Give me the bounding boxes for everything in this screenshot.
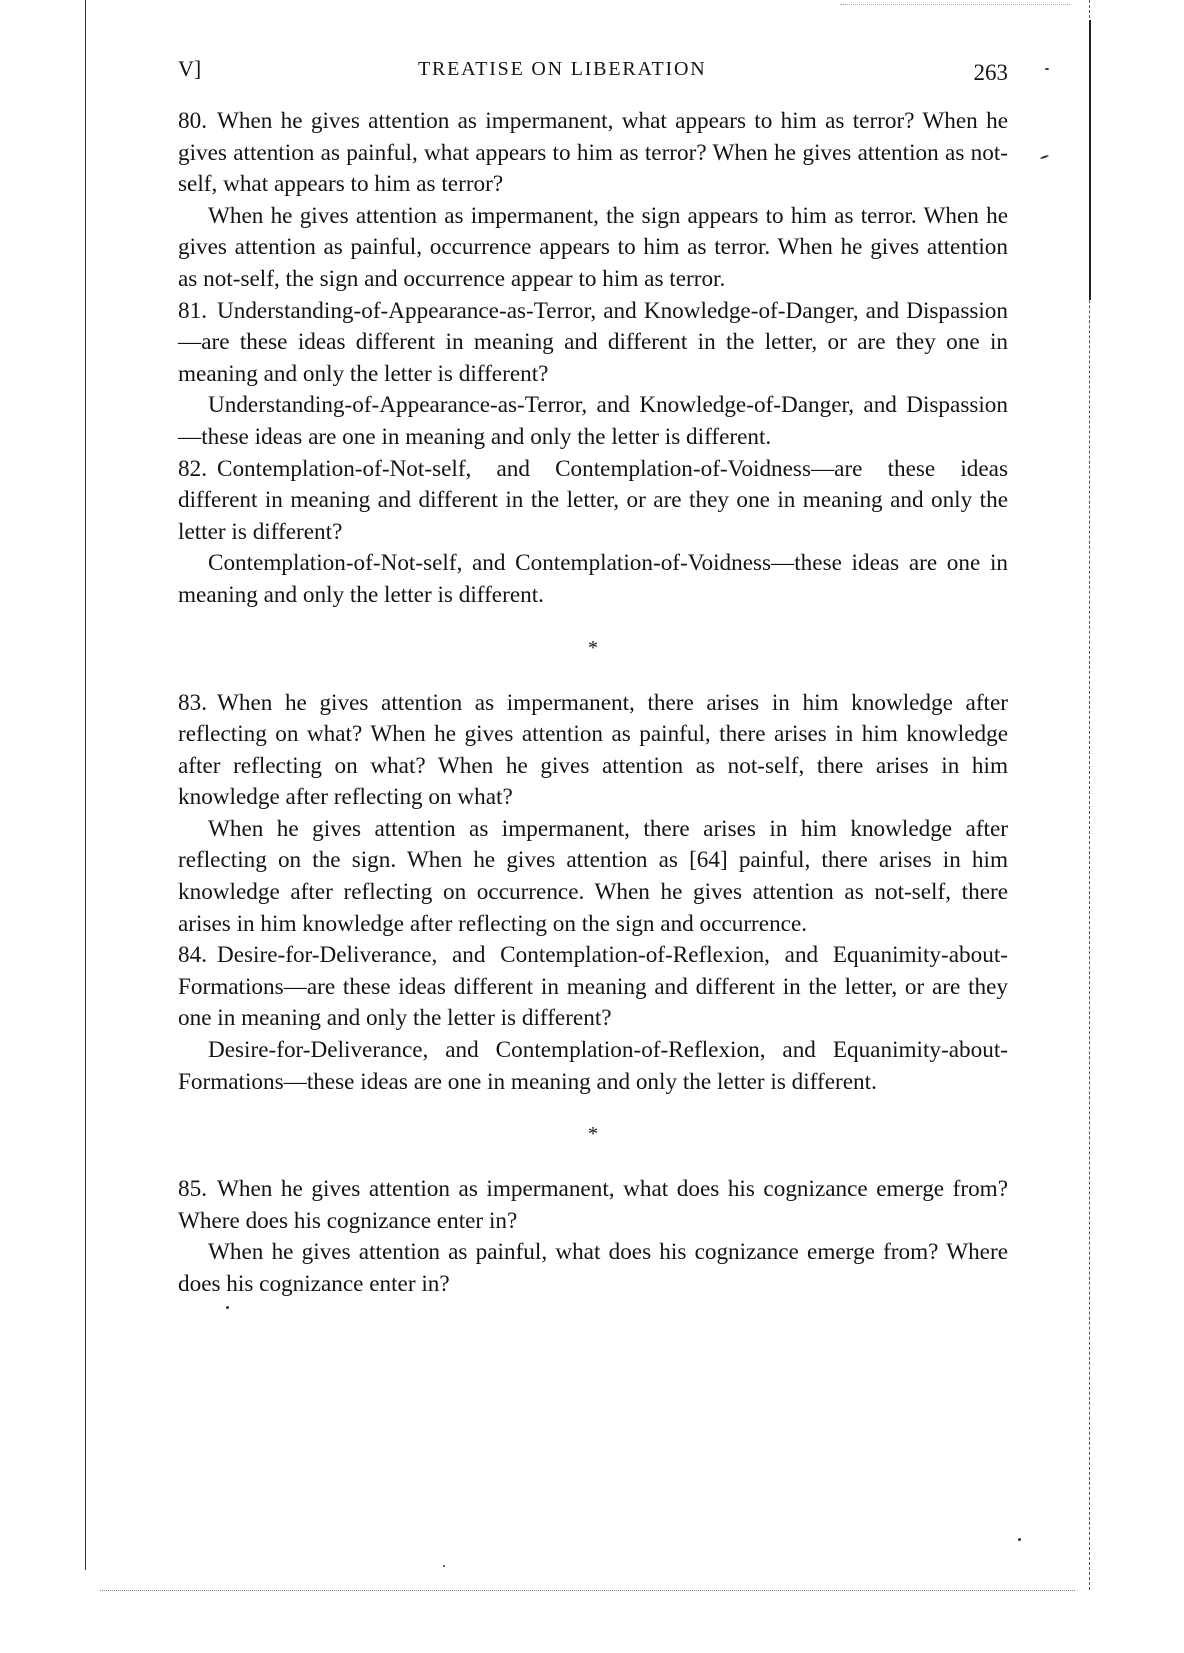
question-text: When he gives attention as impermanent, what does his cognizance emerge from? Where does his cognizance enter in? bbox=[178, 1176, 1008, 1234]
page-number: 263 bbox=[973, 60, 1008, 85]
scan-speck bbox=[226, 1306, 229, 1309]
question-text: Contemplation-of-Not-self, and Contemplation-of-Voidness—are these ideas different in meaning and different in the letter, or are they one in meaning and only the letter is different? bbox=[178, 455, 1008, 545]
section-82-answer: Contemplation-of-Not-self, and Contemplation-of-Voidness—these ideas are one in meaning and only the letter is different. bbox=[178, 550, 1008, 608]
book-page bbox=[178, 56, 1008, 1301]
running-title: TREATISE ON LIBERATION bbox=[418, 58, 707, 80]
section-81-answer: Understanding-of-Appearance-as-Terror, and Knowledge-of-Danger, and Dispassion—these ideas are one in meaning and only the letter is different. bbox=[178, 392, 1008, 450]
section-81-question bbox=[178, 296, 1008, 391]
section-85-answer: When he gives attention as painful, what does his cognizance emerge from? Where does his cognizance enter in? bbox=[178, 1239, 1008, 1297]
section-number: 85. bbox=[178, 1176, 207, 1203]
question-text: When he gives attention as impermanent, what appears to him as terror? When he gives attention as painful, what appears to him as terror? When he gives attention as not-self, what appears to him as terror? bbox=[178, 108, 1008, 198]
scan-border-right-solid bbox=[1089, 20, 1091, 300]
scan-border-top bbox=[840, 4, 1070, 5]
section-83-question bbox=[178, 688, 1008, 814]
section-number: 83. bbox=[178, 689, 207, 716]
scan-border-left bbox=[85, 0, 86, 1570]
scan-speck bbox=[1040, 155, 1049, 160]
scan-border-bottom bbox=[100, 1590, 1075, 1591]
section-80-answer: When he gives attention as impermanent, the sign appears to him as terror. When he gives attention as painful, occurrence appears to him as terror. When he gives attention as not-self, the sign and occurrence appear to him as terror. bbox=[178, 202, 1008, 292]
question-text: Desire-for-Deliverance, and Contemplation-of-Reflexion, and Equanimity-about-Formations—are these ideas different in meaning and different in the letter, or are they one in meaning and only the letter is different? bbox=[178, 942, 1008, 1032]
question-text: Understanding-of-Appearance-as-Terror, and Knowledge-of-Danger, and Dispassion—are these ideas different in meaning and different in the letter, or are they one in meaning and only the letter is different? bbox=[178, 297, 1008, 387]
section-83-answer: When he gives attention as impermanent, there arises in him knowledge after reflecting on the sign. When he gives attention as [64] painful, there arises in him knowledge after reflecting on occurrence. When he gives attention as not-self, there arises in him knowledge after reflecting on the sign and occurrence. bbox=[178, 815, 1008, 937]
scan-speck bbox=[1018, 1538, 1021, 1541]
section-84-answer: Desire-for-Deliverance, and Contemplation-of-Reflexion, and Equanimity-about-Formations—these ideas are one in meaning and only the letter is different. bbox=[178, 1037, 1008, 1095]
running-head bbox=[178, 56, 1008, 96]
section-separator: * bbox=[588, 1123, 598, 1146]
scan-speck bbox=[443, 1565, 445, 1567]
section-84-question bbox=[178, 940, 1008, 1035]
section-80-question bbox=[178, 106, 1008, 201]
section-number: 81. bbox=[178, 297, 207, 324]
section-85-question bbox=[178, 1174, 1008, 1237]
body-text bbox=[178, 106, 1008, 1301]
section-number: 84. bbox=[178, 942, 207, 969]
question-text: When he gives attention as impermanent, there arises in him knowledge after reflecting on what? When he gives attention as painful, there arises in him knowledge after reflecting on what? When he gives attention as not-self, there arises in him knowledge after reflecting on what? bbox=[178, 689, 1008, 811]
section-separator: * bbox=[588, 636, 598, 659]
scan-speck bbox=[1045, 68, 1049, 70]
chapter-marker: V] bbox=[178, 56, 202, 81]
section-number: 82. bbox=[178, 455, 207, 482]
section-number: 80. bbox=[178, 108, 207, 134]
section-82-question bbox=[178, 454, 1008, 549]
